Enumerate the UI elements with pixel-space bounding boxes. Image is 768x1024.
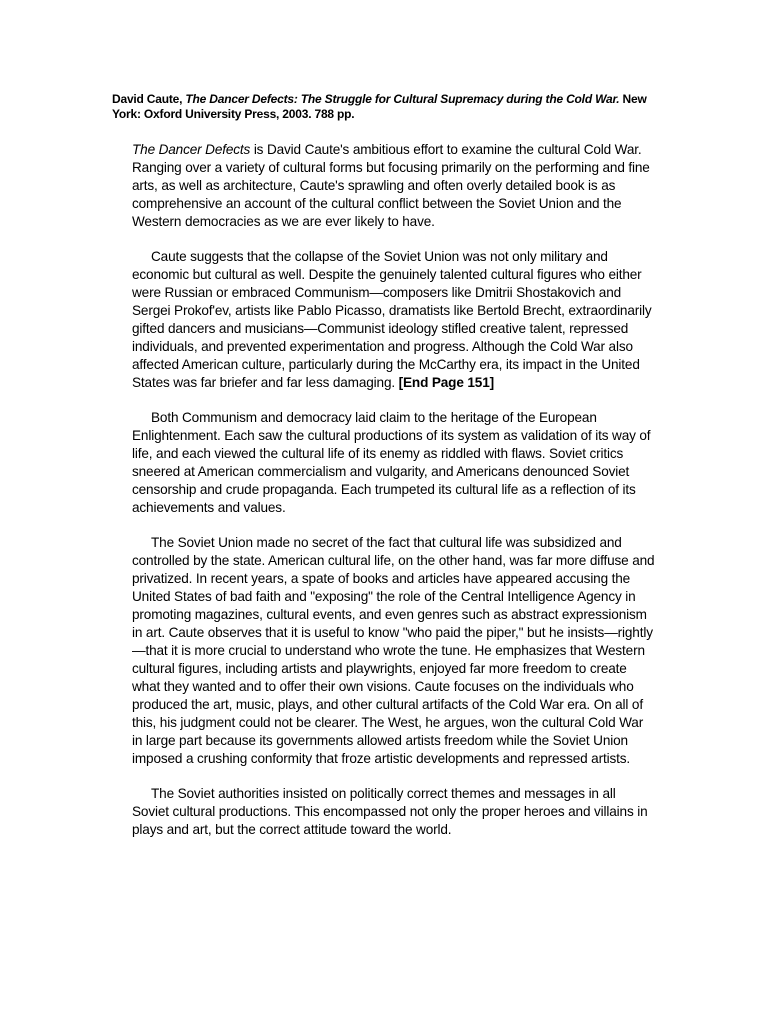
review-body [132,141,656,856]
citation-publisher: New York: Oxford University Press, 2003. 788 pp. [112,92,647,121]
paragraph-5 [132,785,656,839]
paragraph-4 [132,534,656,768]
paragraph-2-text: Caute suggests that the collapse of the Soviet Union was not only military and economic but cultural as well. Despite the genuinely talented cultural figures who either were Russian or embraced Communism—composers like Dmitrii Shostakovich and Sergei Prokof'ev, artists like Pablo Picasso, dramatists like Bertold Brecht, extraordinarily gifted dancers and musicians—Communist ideology stifled creative talent, repressed individuals, and prevented experimentation and progress. Although the Cold War also affected American culture, particularly during the McCarthy era, its impact in the United States was far briefer and far less damaging. [132,249,652,390]
paragraph-4-text: The Soviet Union made no secret of the fact that cultural life was subsidized and controlled by the state. American cultural life, on the other hand, was far more diffuse and privatized. In recent years, a spate of books and articles have appeared accusing the United States of bad faith and "exposing" the role of the Central Intelligence Agency in promoting magazines, cultural events, and even genres such as abstract expressionism in art. Caute observes that it is useful to know "who paid the piper," but he insists—rightly—that it is more crucial to understand who wrote the tune. He emphasizes that Western cultural figures, including artists and playwrights, enjoyed far more freedom to create what they wanted and to offer their own visions. Caute focuses on the individuals who produced the art, music, plays, and other cultural artifacts of the Cold War era. On all of this, his judgment could not be clearer. The West, he argues, won the cultural Cold War in large part because its governments allowed artists freedom while the Soviet Union imposed a crushing conformity that froze artistic developments and repressed artists. [132,535,655,766]
book-title-italic: The Dancer Defects [132,142,251,157]
citation-book-title: The Dancer Defects: The Struggle for Cultural Supremacy during the Cold War. [185,92,620,106]
citation-author: David Caute, [112,92,186,106]
review-citation [112,92,652,122]
page-marker: [End Page 151] [398,375,494,390]
paragraph-2 [132,248,656,392]
paragraph-1 [132,141,656,231]
paragraph-1-text: is David Caute's ambitious effort to examine the cultural Cold War. Ranging over a variety of cultural forms but focusing primarily on the performing and fine arts, as well as architecture, Caute's sprawling and often overly detailed book is as comprehensive an account of the cultural conflict between the Soviet Union and the Western democracies as we are ever likely to have. [132,142,650,229]
paragraph-5-text: The Soviet authorities insisted on politically correct themes and messages in all Soviet cultural productions. This encompassed not only the proper heroes and villains in plays and art, but the correct attitude toward the world. [132,786,648,837]
paragraph-3 [132,409,656,517]
paragraph-3-text: Both Communism and democracy laid claim to the heritage of the European Enlightenment. Each saw the cultural productions of its system as validation of its way of life, and each viewed the cultural life of its enemy as riddled with flaws. Soviet critics sneered at American commercialism and vulgarity, and Americans denounced Soviet censorship and crude propaganda. Each trumpeted its cultural life as a reflection of its achievements and values. [132,410,651,515]
